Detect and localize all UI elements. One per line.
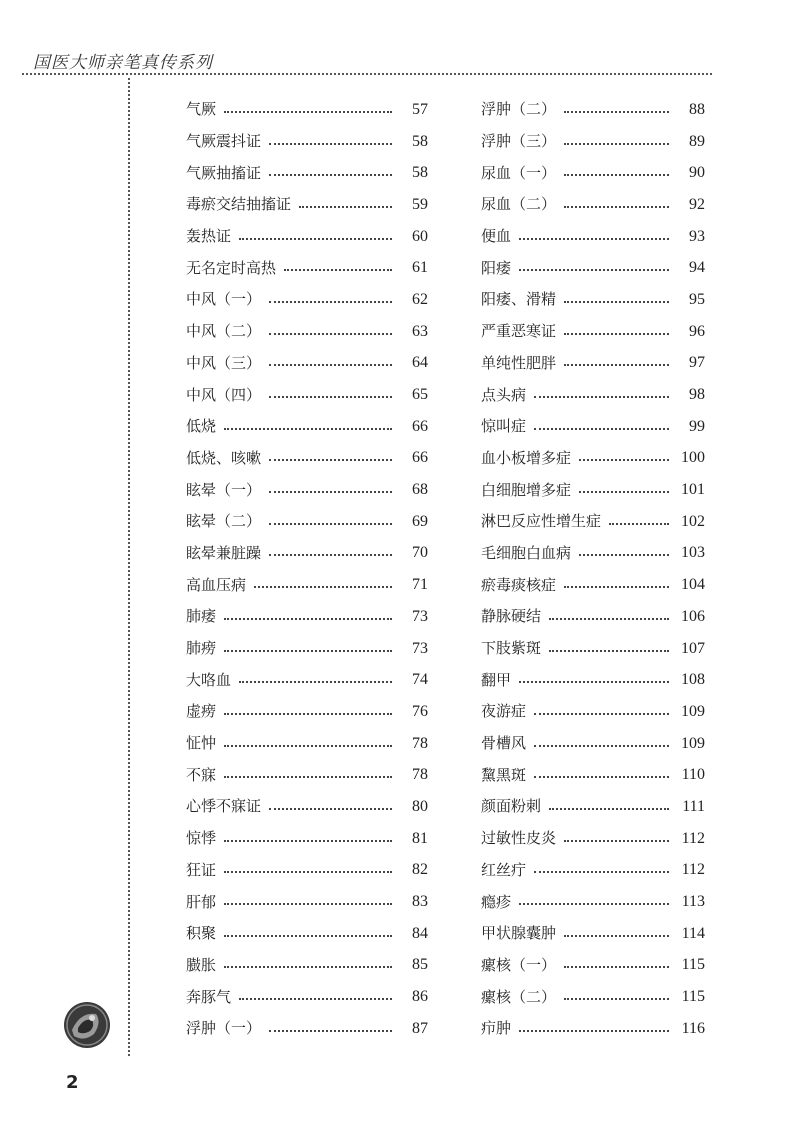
toc-entry-title: 高血压病 xyxy=(186,575,247,594)
toc-entry-page: 58 xyxy=(412,164,428,182)
toc-entry-page: 66 xyxy=(412,417,428,435)
toc-entry-page: 88 xyxy=(689,100,705,118)
toc-entry[interactable] xyxy=(186,728,428,760)
toc-entry-title: 中风（二） xyxy=(186,322,262,341)
toc-entry-page: 78 xyxy=(412,734,428,752)
toc-entry[interactable] xyxy=(481,918,705,950)
toc-entry[interactable] xyxy=(186,886,428,918)
toc-leader-dots xyxy=(239,681,392,683)
toc-entry[interactable] xyxy=(186,506,428,538)
toc-entry-title: 尿血（二） xyxy=(481,195,557,214)
toc-leader-dots xyxy=(549,618,669,620)
toc-entry-title: 瘾疹 xyxy=(481,892,512,911)
toc-entry-title: 翻甲 xyxy=(481,670,512,689)
toc-entry-title: 眩晕兼脏躁 xyxy=(186,543,262,562)
toc-leader-dots xyxy=(224,776,392,778)
toc-entry-title: 低烧 xyxy=(186,417,217,436)
toc-leader-dots xyxy=(224,428,392,430)
toc-entry-title: 惊悸 xyxy=(186,829,217,848)
toc-entry-title: 毛细胞白血病 xyxy=(481,543,572,562)
toc-entry[interactable] xyxy=(481,94,705,126)
toc-entry-title: 点头病 xyxy=(481,385,527,404)
toc-entry-title: 黧黑斑 xyxy=(481,765,527,784)
toc-entry-page: 93 xyxy=(689,227,705,245)
toc-entry[interactable] xyxy=(186,221,428,253)
toc-entry-title: 惊叫症 xyxy=(481,417,527,436)
toc-entry[interactable] xyxy=(481,664,705,696)
toc-leader-dots xyxy=(564,301,669,303)
toc-entry-page: 70 xyxy=(412,544,428,562)
toc-leader-dots xyxy=(549,808,669,810)
toc-entry-title: 尿血（一） xyxy=(481,163,557,182)
toc-entry[interactable] xyxy=(481,950,705,982)
toc-leader-dots xyxy=(609,523,669,525)
toc-entry-page: 61 xyxy=(412,259,428,277)
toc-entry[interactable] xyxy=(186,918,428,950)
toc-leader-dots xyxy=(239,998,392,1000)
page-number: 2 xyxy=(66,1072,79,1093)
toc-leader-dots xyxy=(269,1030,392,1032)
toc-leader-dots xyxy=(519,238,669,240)
toc-entry-page: 112 xyxy=(681,829,705,847)
toc-entry-page: 107 xyxy=(681,639,705,657)
toc-leader-dots xyxy=(224,871,392,873)
toc-entry-title: 大咯血 xyxy=(186,670,232,689)
toc-entry-title: 过敏性皮炎 xyxy=(481,829,557,848)
toc-entry-title: 低烧、咳嗽 xyxy=(186,448,262,467)
toc-entry-title: 便血 xyxy=(481,227,512,246)
toc-entry-page: 109 xyxy=(681,734,705,752)
toc-leader-dots xyxy=(564,586,669,588)
toc-entry-page: 78 xyxy=(412,766,428,784)
toc-entry-title: 骨槽风 xyxy=(481,734,527,753)
toc-entry-page: 92 xyxy=(689,195,705,213)
toc-entry-page: 71 xyxy=(412,576,428,594)
toc-leader-dots xyxy=(564,143,669,145)
toc-entry[interactable] xyxy=(481,189,705,221)
toc-leader-dots xyxy=(534,428,669,430)
toc-leader-dots xyxy=(224,745,392,747)
toc-entry[interactable] xyxy=(481,474,705,506)
toc-entry[interactable] xyxy=(481,1013,705,1045)
toc-entry[interactable] xyxy=(481,506,705,538)
toc-leader-dots xyxy=(549,650,669,652)
toc-leader-dots xyxy=(284,269,392,271)
toc-entry[interactable] xyxy=(186,379,428,411)
toc-entry[interactable] xyxy=(481,538,705,570)
toc-entry-page: 115 xyxy=(681,956,705,974)
toc-entry-page: 112 xyxy=(681,861,705,879)
toc-leader-dots xyxy=(254,586,392,588)
toc-leader-dots xyxy=(534,396,669,398)
toc-entry[interactable] xyxy=(186,411,428,443)
toc-leader-dots xyxy=(564,364,669,366)
toc-entry[interactable] xyxy=(186,950,428,982)
toc-entry-page: 106 xyxy=(681,607,705,625)
toc-entry-title: 眩晕（二） xyxy=(186,512,262,531)
toc-entry[interactable] xyxy=(186,474,428,506)
toc-entry[interactable] xyxy=(481,601,705,633)
toc-leader-dots xyxy=(564,998,669,1000)
toc-column-right xyxy=(481,94,705,1045)
toc-entry-title: 肺痿 xyxy=(186,607,217,626)
toc-entry[interactable] xyxy=(481,855,705,887)
toc-entry[interactable] xyxy=(481,759,705,791)
toc-leader-dots xyxy=(519,269,669,271)
toc-entry[interactable] xyxy=(481,252,705,284)
toc-entry[interactable] xyxy=(481,411,705,443)
toc-leader-dots xyxy=(534,776,669,778)
toc-leader-dots xyxy=(224,966,392,968)
toc-entry[interactable] xyxy=(481,633,705,665)
toc-entry-page: 74 xyxy=(412,671,428,689)
toc-entry[interactable] xyxy=(481,284,705,316)
toc-entry-page: 87 xyxy=(412,1019,428,1037)
toc-entry-page: 99 xyxy=(689,417,705,435)
margin-divider xyxy=(128,78,130,1056)
toc-entry-page: 76 xyxy=(412,702,428,720)
toc-entry-page: 101 xyxy=(681,481,705,499)
toc-leader-dots xyxy=(269,333,392,335)
toc-entry-title: 中风（四） xyxy=(186,385,262,404)
toc-entry-title: 血小板增多症 xyxy=(481,448,572,467)
toc-entry[interactable] xyxy=(186,569,428,601)
toc-entry-page: 68 xyxy=(412,481,428,499)
toc-entry-title: 浮肿（三） xyxy=(481,132,557,151)
toc-leader-dots xyxy=(224,713,392,715)
toc-entry-page: 58 xyxy=(412,132,428,150)
toc-entry-page: 81 xyxy=(412,829,428,847)
toc-entry-page: 57 xyxy=(412,100,428,118)
toc-entry-title: 阳痿 xyxy=(481,258,512,277)
toc-entry[interactable] xyxy=(481,221,705,253)
toc-leader-dots xyxy=(224,903,392,905)
toc-entry-page: 109 xyxy=(681,702,705,720)
toc-entry[interactable] xyxy=(481,379,705,411)
toc-entry-page: 64 xyxy=(412,354,428,372)
toc-entry-title: 无名定时高热 xyxy=(186,258,277,277)
toc-entry[interactable] xyxy=(481,569,705,601)
toc-leader-dots xyxy=(579,554,669,556)
toc-entry-title: 积聚 xyxy=(186,924,217,943)
toc-leader-dots xyxy=(564,333,669,335)
toc-leader-dots xyxy=(564,966,669,968)
toc-leader-dots xyxy=(269,143,392,145)
toc-entry[interactable] xyxy=(186,538,428,570)
toc-entry-page: 65 xyxy=(412,386,428,404)
toc-entry-page: 63 xyxy=(412,322,428,340)
toc-entry-title: 淋巴反应性增生症 xyxy=(481,512,602,531)
toc-leader-dots xyxy=(224,650,392,652)
toc-column-left xyxy=(186,94,428,1045)
toc-entry[interactable] xyxy=(186,791,428,823)
toc-leader-dots xyxy=(269,459,392,461)
toc-entry-page: 111 xyxy=(682,797,705,815)
toc-entry[interactable] xyxy=(481,886,705,918)
toc-entry-page: 103 xyxy=(681,544,705,562)
toc-entry-title: 浮肿（一） xyxy=(186,1019,262,1038)
toc-leader-dots xyxy=(564,206,669,208)
toc-entry[interactable] xyxy=(186,981,428,1013)
toc-entry[interactable] xyxy=(186,348,428,380)
book-emblem-icon xyxy=(62,1000,112,1050)
toc-entry-title: 红丝疔 xyxy=(481,860,527,879)
toc-entry[interactable] xyxy=(186,855,428,887)
toc-entry-page: 84 xyxy=(412,924,428,942)
toc-entry-title: 狂证 xyxy=(186,860,217,879)
toc-entry[interactable] xyxy=(186,157,428,189)
toc-entry-page: 100 xyxy=(681,449,705,467)
toc-entry-page: 82 xyxy=(412,861,428,879)
toc-entry-title: 眩晕（一） xyxy=(186,480,262,499)
toc-entry-page: 110 xyxy=(681,766,705,784)
toc-entry[interactable] xyxy=(481,791,705,823)
toc-entry-title: 虚痨 xyxy=(186,702,217,721)
toc-entry-page: 62 xyxy=(412,290,428,308)
toc-entry-page: 98 xyxy=(689,386,705,404)
toc-entry-title: 奔豚气 xyxy=(186,987,232,1006)
toc-entry-page: 116 xyxy=(681,1019,705,1037)
toc-entry-page: 113 xyxy=(681,893,705,911)
toc-leader-dots xyxy=(564,935,669,937)
toc-entry[interactable] xyxy=(481,823,705,855)
toc-entry-page: 73 xyxy=(412,639,428,657)
toc-entry-title: 夜游症 xyxy=(481,702,527,721)
toc-entry-page: 80 xyxy=(412,797,428,815)
toc-entry[interactable] xyxy=(481,443,705,475)
toc-leader-dots xyxy=(239,238,392,240)
toc-entry-title: 毒瘀交结抽搐证 xyxy=(186,195,292,214)
toc-entry-title: 疖肿 xyxy=(481,1019,512,1038)
toc-leader-dots xyxy=(224,618,392,620)
toc-leader-dots xyxy=(519,1030,669,1032)
toc-entry-title: 轰热证 xyxy=(186,227,232,246)
toc-leader-dots xyxy=(224,840,392,842)
toc-entry-title: 瘰核（一） xyxy=(481,955,557,974)
toc-entry-title: 颜面粉刺 xyxy=(481,797,542,816)
toc-leader-dots xyxy=(564,174,669,176)
toc-leader-dots xyxy=(269,301,392,303)
toc-leader-dots xyxy=(299,206,392,208)
toc-entry-title: 静脉硬结 xyxy=(481,607,542,626)
toc-entry[interactable] xyxy=(186,601,428,633)
toc-entry-page: 85 xyxy=(412,956,428,974)
toc-entry[interactable] xyxy=(186,1013,428,1045)
toc-entry-title: 阳痿、滑精 xyxy=(481,290,557,309)
toc-entry-title: 中风（一） xyxy=(186,290,262,309)
toc-entry[interactable] xyxy=(481,157,705,189)
toc-entry-title: 浮肿（二） xyxy=(481,100,557,119)
toc-leader-dots xyxy=(269,491,392,493)
toc-entry-title: 气厥震抖证 xyxy=(186,132,262,151)
toc-entry[interactable] xyxy=(186,443,428,475)
toc-entry-page: 83 xyxy=(412,893,428,911)
toc-leader-dots xyxy=(564,111,669,113)
toc-leader-dots xyxy=(269,808,392,810)
toc-entry[interactable] xyxy=(186,664,428,696)
toc-entry-page: 108 xyxy=(681,671,705,689)
toc-leader-dots xyxy=(224,935,392,937)
toc-entry[interactable] xyxy=(186,316,428,348)
toc-entry-title: 下肢紫斑 xyxy=(481,639,542,658)
toc-entry[interactable] xyxy=(186,284,428,316)
series-header: 国医大师亲笔真传系列 xyxy=(33,53,213,73)
toc-entry[interactable] xyxy=(186,94,428,126)
toc-entry-title: 中风（三） xyxy=(186,353,262,372)
toc-entry[interactable] xyxy=(481,728,705,760)
toc-leader-dots xyxy=(519,681,669,683)
toc-leader-dots xyxy=(269,554,392,556)
toc-entry-title: 肝郁 xyxy=(186,892,217,911)
toc-entry-page: 97 xyxy=(689,354,705,372)
toc-entry-page: 90 xyxy=(689,164,705,182)
toc-entry-page: 60 xyxy=(412,227,428,245)
toc-entry-title: 气厥 xyxy=(186,100,217,119)
toc-entry-title: 气厥抽搐证 xyxy=(186,163,262,182)
toc-leader-dots xyxy=(269,396,392,398)
toc-entry[interactable] xyxy=(186,189,428,221)
toc-entry-title: 严重恶寒证 xyxy=(481,322,557,341)
toc-entry-page: 104 xyxy=(681,576,705,594)
toc-leader-dots xyxy=(564,840,669,842)
toc-entry-page: 89 xyxy=(689,132,705,150)
toc-entry-page: 66 xyxy=(412,449,428,467)
toc-leader-dots xyxy=(269,174,392,176)
toc-leader-dots xyxy=(519,903,669,905)
header-divider xyxy=(22,73,712,75)
toc-leader-dots xyxy=(534,871,669,873)
toc-entry[interactable] xyxy=(186,696,428,728)
toc-entry-title: 瘀毒痰核症 xyxy=(481,575,557,594)
toc-entry-title: 肺痨 xyxy=(186,639,217,658)
toc-entry[interactable] xyxy=(481,126,705,158)
toc-entry-title: 心悸不寐证 xyxy=(186,797,262,816)
toc-entry-title: 臌胀 xyxy=(186,955,217,974)
toc-entry-page: 86 xyxy=(412,988,428,1006)
toc-entry[interactable] xyxy=(186,252,428,284)
toc-entry[interactable] xyxy=(481,981,705,1013)
toc-entry-title: 单纯性肥胖 xyxy=(481,353,557,372)
toc-leader-dots xyxy=(534,745,669,747)
toc-leader-dots xyxy=(269,523,392,525)
toc-entry-page: 114 xyxy=(681,924,705,942)
toc-leader-dots xyxy=(579,491,669,493)
toc-entry[interactable] xyxy=(481,316,705,348)
toc-entry[interactable] xyxy=(186,759,428,791)
toc-leader-dots xyxy=(579,459,669,461)
toc-leader-dots xyxy=(224,111,392,113)
toc-entry[interactable] xyxy=(481,348,705,380)
toc-entry[interactable] xyxy=(186,633,428,665)
toc-entry-title: 甲状腺囊肿 xyxy=(481,924,557,943)
toc-leader-dots xyxy=(269,364,392,366)
toc-entry-page: 94 xyxy=(689,259,705,277)
toc-entry-title: 白细胞增多症 xyxy=(481,480,572,499)
toc-entry-title: 怔忡 xyxy=(186,734,217,753)
toc-entry[interactable] xyxy=(481,696,705,728)
toc-entry-page: 96 xyxy=(689,322,705,340)
toc-entry[interactable] xyxy=(186,823,428,855)
toc-entry-page: 95 xyxy=(689,290,705,308)
toc-entry-title: 瘰核（二） xyxy=(481,987,557,1006)
toc-entry-page: 69 xyxy=(412,512,428,530)
toc-entry-page: 115 xyxy=(681,988,705,1006)
toc-entry-page: 102 xyxy=(681,512,705,530)
toc-entry-page: 73 xyxy=(412,607,428,625)
toc-leader-dots xyxy=(534,713,669,715)
toc-entry[interactable] xyxy=(186,126,428,158)
toc-entry-page: 59 xyxy=(412,195,428,213)
toc-entry-title: 不寐 xyxy=(186,765,217,784)
